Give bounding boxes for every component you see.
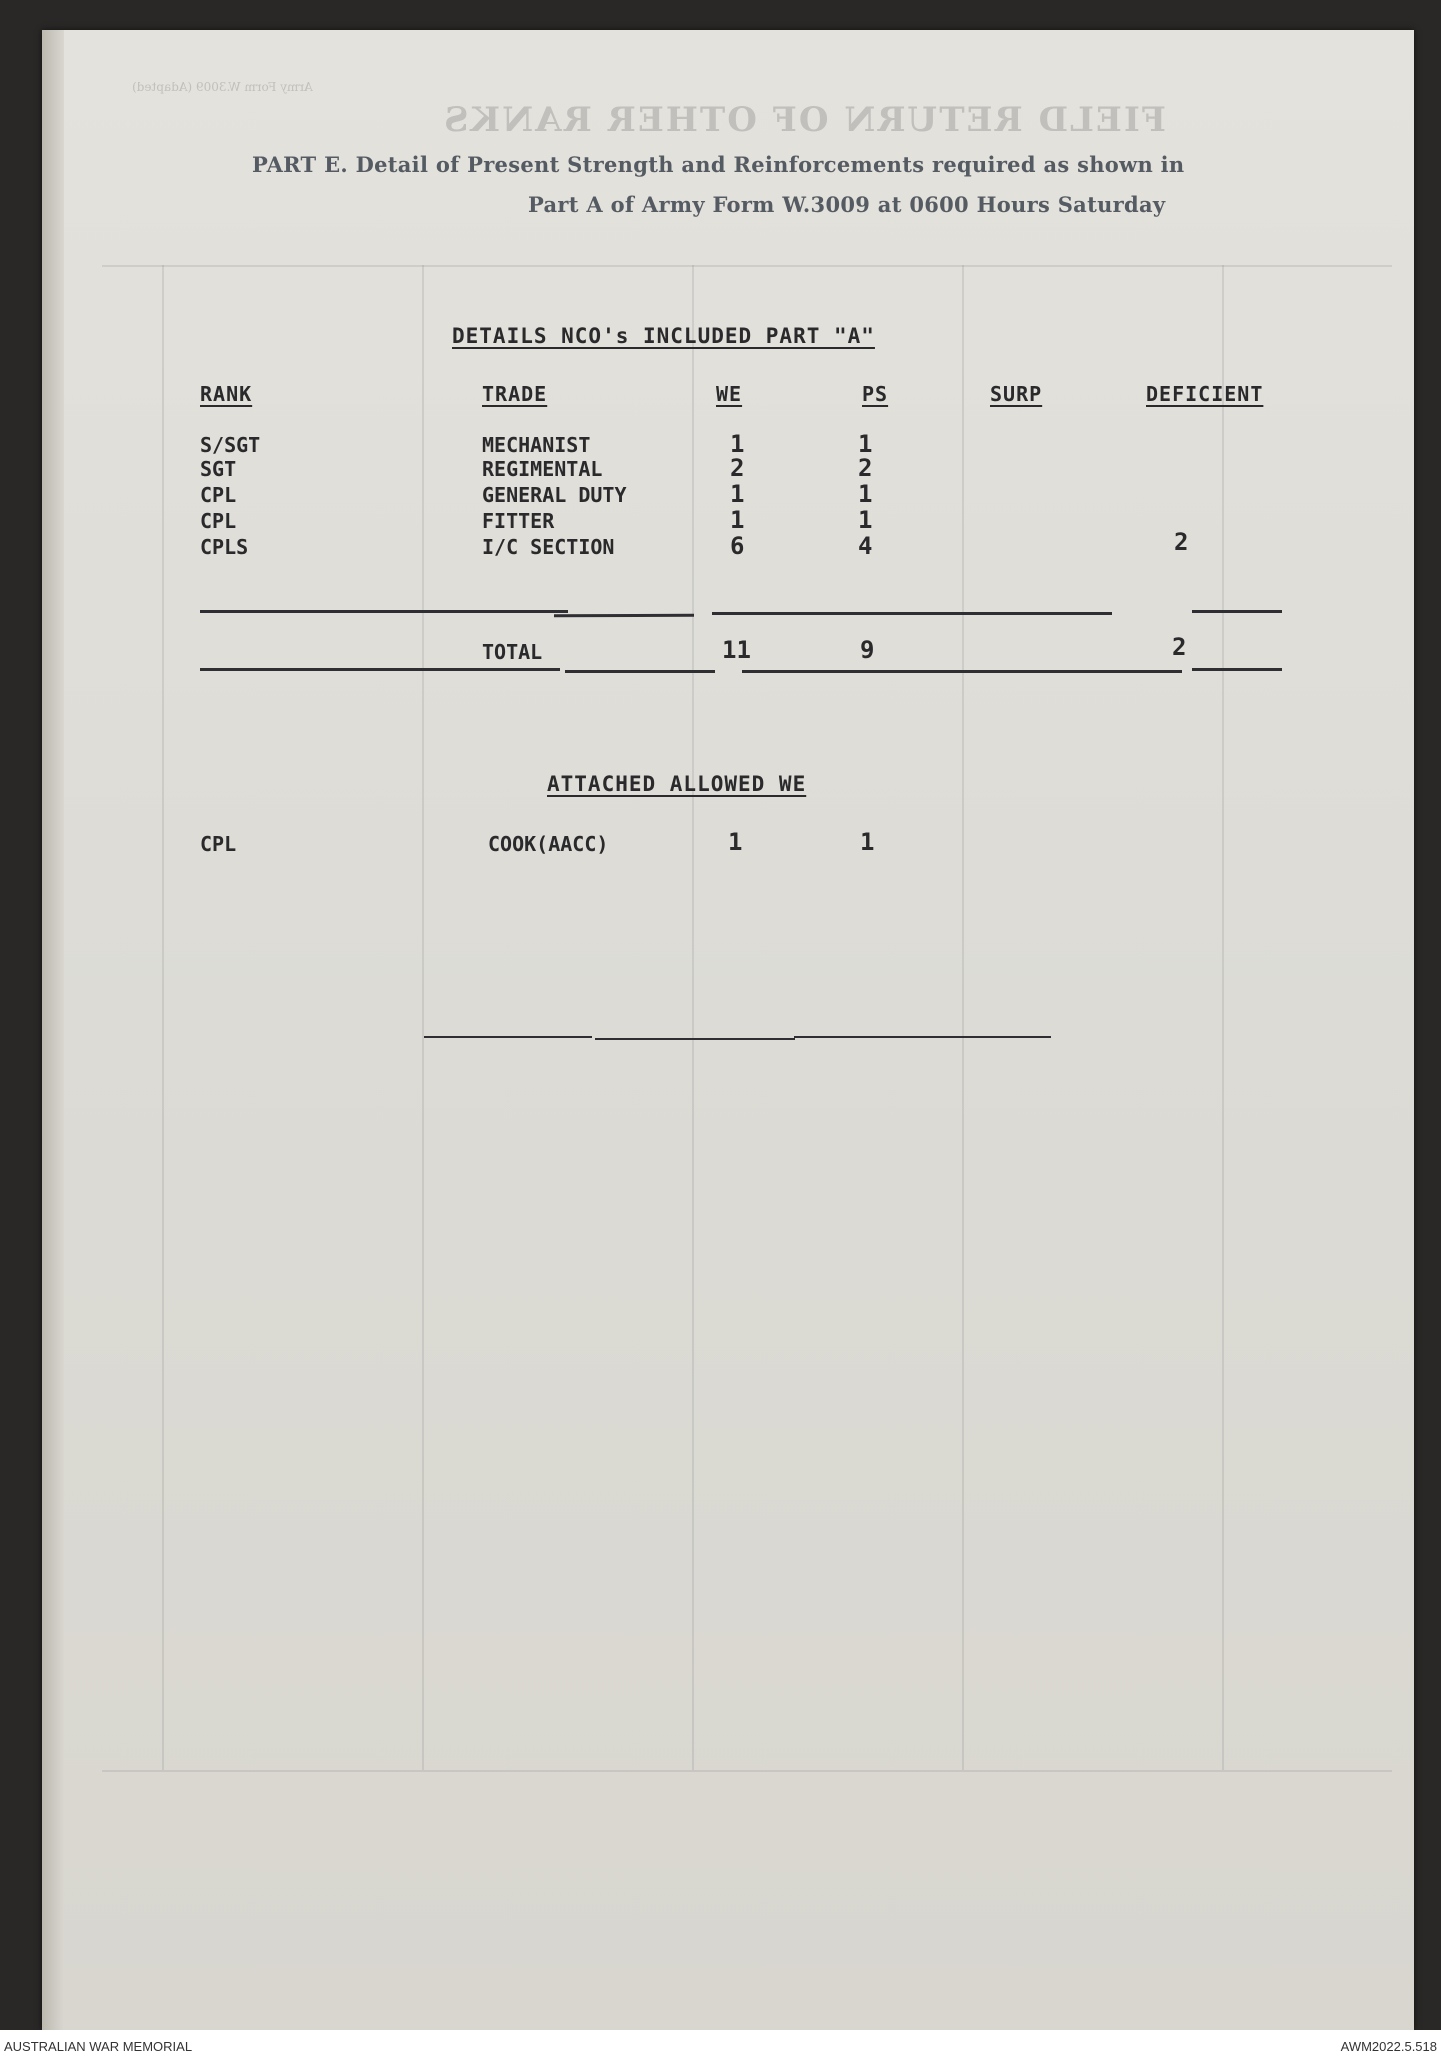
nco-ps: 1 xyxy=(858,506,873,534)
nco-ps: 2 xyxy=(858,454,873,482)
total-underline xyxy=(1192,668,1282,671)
total-underline xyxy=(200,668,560,671)
attached-we: 1 xyxy=(728,828,743,856)
total-rule xyxy=(554,614,694,617)
form-header-line-1: PART E. Detail of Present Strength and Reinforcements required as shown in xyxy=(252,152,1185,177)
closing-rule xyxy=(424,1036,592,1038)
bleed-through-rule xyxy=(162,265,164,1770)
column-header-trade: TRADE xyxy=(482,382,548,406)
nco-section-title: DETAILS NCO's INCLUDED PART "A" xyxy=(452,324,875,348)
total-rule xyxy=(200,610,568,613)
nco-trade: REGIMENTAL xyxy=(482,457,603,481)
total-label: TOTAL xyxy=(482,640,543,664)
total-underline xyxy=(742,670,1182,673)
bleed-through-rule xyxy=(102,265,1392,267)
archive-footer xyxy=(0,2030,1441,2061)
nco-trade: MECHANIST xyxy=(482,433,591,457)
paper-edge xyxy=(42,30,64,2030)
total-ps: 9 xyxy=(860,636,875,664)
nco-trade: I/C SECTION xyxy=(482,535,615,559)
nco-we: 2 xyxy=(730,454,745,482)
nco-we: 1 xyxy=(730,430,745,458)
nco-we: 6 xyxy=(730,532,745,560)
nco-rank: CPLS xyxy=(200,535,249,559)
archive-name: AUSTRALIAN WAR MEMORIAL xyxy=(4,2039,193,2054)
document-sheet xyxy=(42,30,1414,2030)
bleed-through-rule xyxy=(422,265,424,1770)
closing-rule xyxy=(794,1036,1051,1038)
bleed-through-title: FIELD RETURN OF OTHER RANKS xyxy=(442,100,1166,140)
attached-trade: COOK(AACC) xyxy=(488,832,609,856)
column-header-deficient: DEFICIENT xyxy=(1146,382,1264,406)
column-header-ps: PS xyxy=(862,382,889,406)
nco-we: 1 xyxy=(730,480,745,508)
nco-rank: CPL xyxy=(200,483,237,507)
archive-reference: AWM2022.5.518 xyxy=(1340,2039,1437,2054)
attached-section-title: ATTACHED ALLOWED WE xyxy=(547,772,807,796)
bleed-through-rule xyxy=(102,1770,1392,1772)
nco-trade: GENERAL DUTY xyxy=(482,483,627,507)
nco-ps: 1 xyxy=(858,430,873,458)
bleed-through-form-ref: Army Form W.3009 (Adapted) xyxy=(132,80,313,94)
attached-rank: CPL xyxy=(200,832,237,856)
nco-we: 1 xyxy=(730,506,745,534)
bleed-through-rule xyxy=(962,265,964,1770)
total-underline xyxy=(565,670,715,673)
total-rule xyxy=(1192,610,1282,613)
nco-deficient: 2 xyxy=(1174,528,1189,556)
nco-ps: 4 xyxy=(858,532,873,560)
bleed-through-rule xyxy=(692,265,694,1770)
column-header-surp: SURP xyxy=(990,382,1043,406)
column-header-rank: RANK xyxy=(200,382,253,406)
total-deficient: 2 xyxy=(1172,633,1187,661)
nco-rank: S/SGT xyxy=(200,433,261,457)
total-we: 11 xyxy=(722,636,751,664)
attached-ps: 1 xyxy=(860,828,875,856)
form-header-line-2: Part A of Army Form W.3009 at 0600 Hours Saturday xyxy=(528,192,1166,217)
nco-rank: CPL xyxy=(200,509,237,533)
nco-trade: FITTER xyxy=(482,509,555,533)
column-header-we: WE xyxy=(716,382,743,406)
total-rule xyxy=(712,612,1112,615)
closing-rule xyxy=(595,1038,795,1040)
bleed-through-rule xyxy=(1222,265,1224,1770)
nco-ps: 1 xyxy=(858,480,873,508)
nco-rank: SGT xyxy=(200,457,237,481)
